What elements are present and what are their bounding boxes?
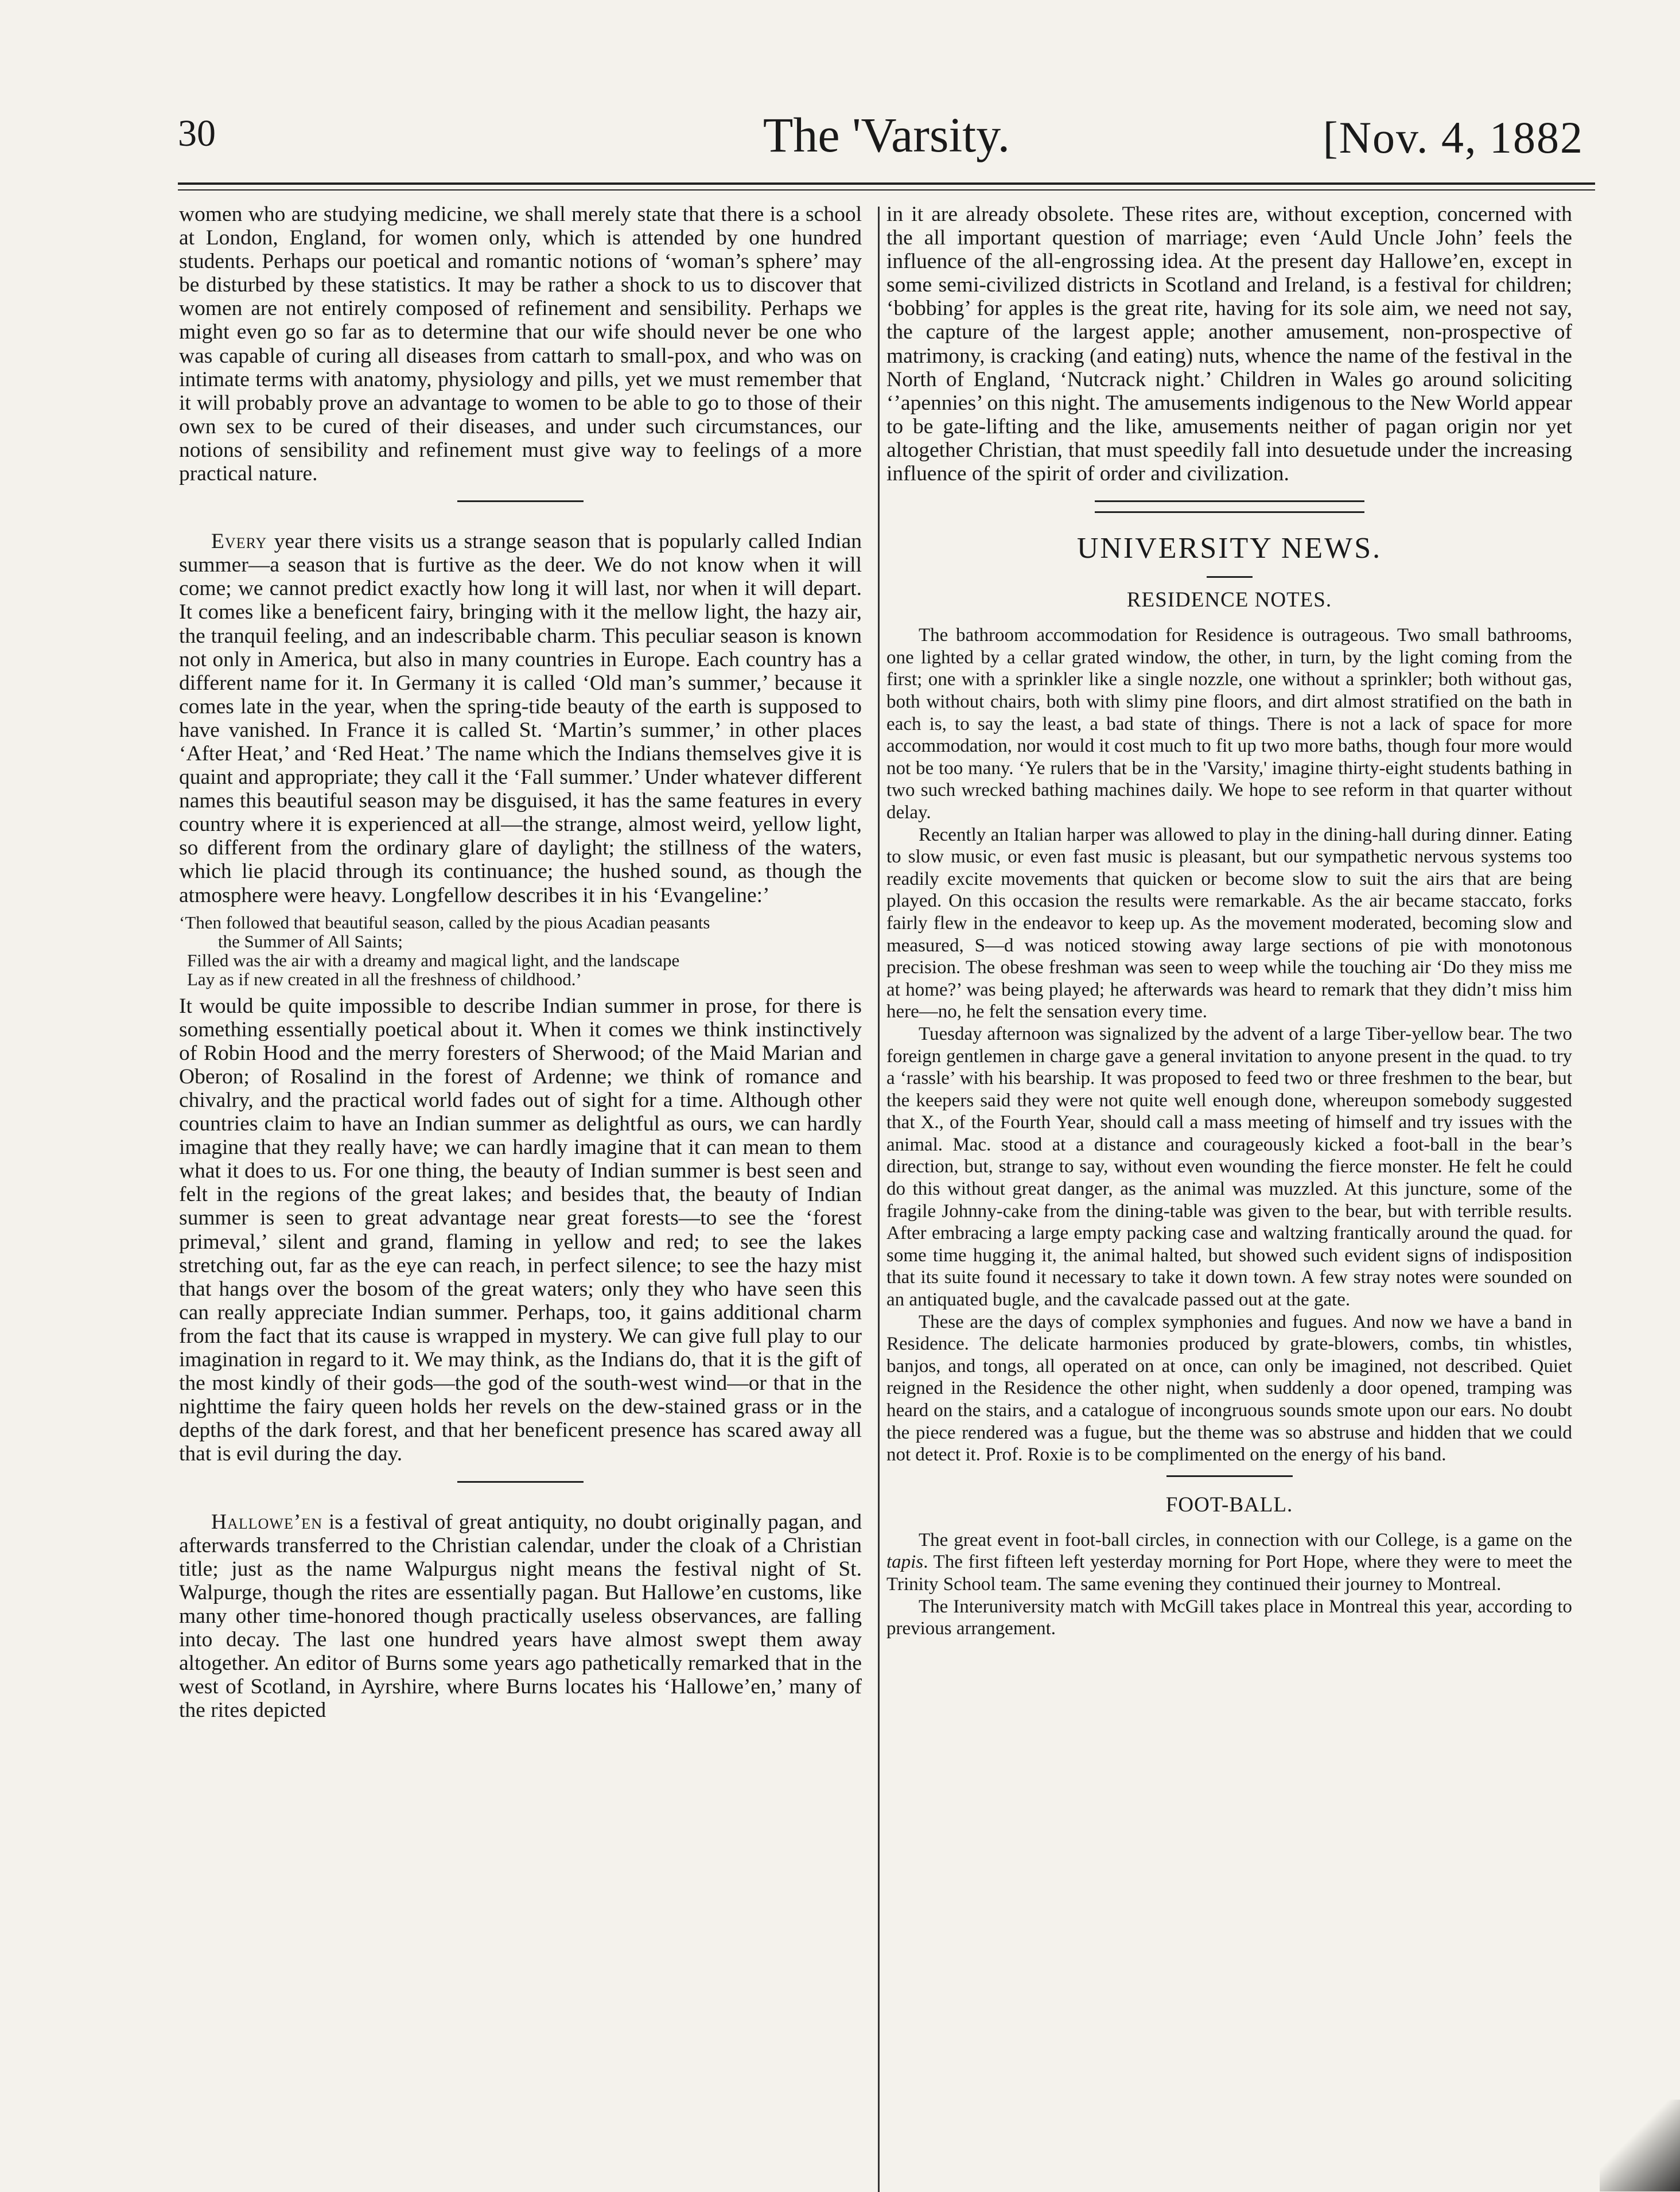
left-column — [179, 203, 862, 1722]
quote-line: ‘Then followed that beautiful season, called by the pious Acadian peasants — [179, 912, 710, 932]
medicine-paragraph: women who are studying medicine, we shall merely state that there is a school at London, England, for women only, which is attended by one hundred students. Perhaps our poetical and romantic notions of ‘woman’s sphere’ may be disturbed by these statistics. It may be rather a shock to us to discover that women are not entirely composed of refinement and sensibility. Perhaps we might even go so far as to determine that our wife should never be one who was capable of curing all diseases from cattarh to small-pox, and who was on intimate terms with anatomy, physiology and pills, yet we must remember that it will probably prove an advantage to women to be able to go to those of their own sex to be cured of their diseases, and under such circumstances, our notions of sensibility and refinement must give way to feelings of a more practical nature. — [179, 203, 862, 486]
residence-paragraph: These are the days of complex symphonies and fugues. And now we have a band in Residence. The delicate harmonies produced by grate-blowers, combs, tin whistles, banjos, and tongs, all operated on at once, can only be imagined, not described. Quiet reigned in the Residence the other night, when suddenly a door opened, tramping was heard on the stairs, and a catalogue of incongruous sounds smote upon our ears. No doubt the piece rendered was a fugue, but the theme was so abstruse and hidden that we could not detect it. Prof. Roxie is to be complimented on the energy of his band. — [886, 1311, 1572, 1466]
halloween-lead: Hallowe’en — [211, 1510, 322, 1534]
issue-date: [Nov. 4, 1882 — [1323, 112, 1584, 162]
indian-summer-lead: Every — [211, 530, 267, 554]
football-paragraph: The Interuniversity match with McGill takes place in Montreal this year, according to previous arrangement. — [886, 1596, 1572, 1639]
university-news-heading: UNIVERSITY NEWS. — [1076, 532, 1382, 565]
indian-summer-continuation: It would be quite impossible to describe Indian summer in prose, for there is something essentially poetical about it. When it comes we think instinctively of Robin Hood and the merry foresters of Sherwood; of the Maid Marian and Oberon; of Rosalind in the forest of Ardenne; we think of romance and chivalry, and the practical world fades out of sight for a time. Although other countries claim to have an Indian summer as delightful as ours, we can hardly imagine that they really have; we can hardly imagine that it can mean to them what it does to us. For one thing, the beauty of Indian summer is best seen and felt in the regions of the great lakes; and besides that, the beauty of Indian summer is seen to great advantage near great forests—to see the ‘forest primeval,’ silent and grand, flaming in yellow and red; to see the lakes stretching out, far as the eye can reach, in perfect silence; to see the hazy mist that hangs over the bosom of the great waters; only they who have seen this can really appreciate Indian summer. Perhaps, too, it gains additional charm from the fact that its cause is wrapped in mystery. We can give full play to our imagination in regard to it. We may think, as the Indians do, that it is the gift of the most kindly of their gods—the god of the south-west wind—or that in the nighttime the fairy queen holds her revels on the dew-stained grass or in the depths of the dark forest, and that her beneficent presence has scared away all that is evil during the day. — [179, 994, 862, 1466]
halloween-continuation: in it are already obsolete. These rites are, without exception, concerned with the all important question of marriage; even ‘Auld Uncle John’ feels the influence of the all-engrossing idea. At the present day Hallowe’en, except in some semi-civilized districts in Scotland and Ireland, is a festival for children; ‘bobbing’ for apples is the great rite, having for its sole aim, we need not say, the capture of the largest apple; another amusement, non-prospective of matrimony, is cracking (and eating) nuts, whence the name of the festival in the North of England, ‘Nutcrack night.’ Children in Wales go around soliciting ‘’apennies’ on this night. The amusements indigenous to the New World appear to be gate-lifting and the like, amusements neither of pagan origin nor yet altogether Christian, that must speedily fall into desuetude under the increasing influence of the spirit of order and civilization. — [886, 203, 1572, 486]
section-separator — [1166, 1475, 1293, 1477]
page-corner-shadow — [1600, 2100, 1680, 2191]
residence-notes-heading: RESIDENCE NOTES. — [1126, 588, 1332, 612]
quote-line: the Summer of All Saints; — [218, 931, 403, 951]
page-header — [178, 106, 1595, 175]
quote-line: Lay as if new created in all the freshness of childhood.’ — [187, 969, 582, 989]
section-separator — [457, 1481, 584, 1483]
masthead-title: The 'Varsity. — [763, 107, 1010, 162]
halloween-paragraph — [179, 1510, 862, 1723]
indian-summer-paragraph — [179, 530, 862, 907]
header-rule-thin — [178, 189, 1595, 191]
evangeline-quote — [179, 913, 862, 989]
section-separator — [457, 500, 584, 502]
residence-paragraph: Tuesday afternoon was signalized by the advent of a large Tiber-yellow bear. The two foreign gentlemen in charge gave a general invitation to anyone present in the quad. to try a ‘rassle’ with his bearship. It was proposed to feed two or three freshmen to the bear, but the keepers said they were not quite well enough done, whereupon somebody suggested that X., of the Fourth Year, should call a mass meeting of himself and try issues with the animal. Mac. stood at a distance and courageously kicked a foot-ball in the bear’s direction, but, strange to say, without even wounding the fierce monster. He felt he could do this without great danger, as the animal was muzzled. At this juncture, some of the fragile Johnny-cake from the dining-table was given to the bear, but with terrible results. After embracing a large empty packing case and waltzing frantically around the quad. for some time hugging it, the animal halted, but showed such evident signs of indisposition that its suite found it necessary to take it down town. A few stray notes were sounded on an antiquated bugle, and the cavalcade passed out at the gate. — [886, 1023, 1572, 1311]
column-divider — [878, 207, 880, 2192]
short-rule — [1207, 576, 1253, 578]
indian-summer-body: year there visits us a strange season that is popularly called Indian summer—a season that is furtive as the deer. We do not know when it will come; we cannot predict exactly how long it will last, nor when it will depart. It comes like a beneficent fairy, bringing with it the mellow light, the hazy air, the tranquil feeling, and an indescribable charm. This peculiar season is known not only in America, but also in many countries in Europe. Each country has a different name for it. In Germany it is called ‘Old man’s summer,’ because it comes late in the year, when the spring-tide beauty of the earth is supposed to have vanished. In France it is called St. ‘Martin’s summer,’ in other places ‘After Heat,’ and ‘Red Heat.’ The name which the Indians themselves give it is quaint and appropriate; they call it the ‘Fall summer.’ Under whatever different names this beautiful season may be disguised, it has the same features in every country where it is experienced at all—the strange, almost weird, yellow light, so different from the ordinary glare of daylight; the stillness of the waters, which lie placid through its continuance; the hushed sound, as though the atmosphere were heavy. Longfellow describes it in his ‘Evangeline:’ — [179, 530, 862, 907]
football-text: The great event in foot-ball circles, in connection with our College, is a game on the — [919, 1529, 1572, 1550]
football-heading: FOOT-BALL. — [1165, 1493, 1293, 1517]
residence-paragraph: The bathroom accommodation for Residence is outrageous. Two small bathrooms, one lighted by a cellar grated window, the other, in turn, by the light coming from the first; one with a sprinkler like a single nozzle, one without a sprinkler; both without gas, both without chairs, both with slimy pine floors, and dirt almost stratified on the bath in each is, to say the least, a bad state of things. There is not a lack of space for more accommodation, nor would it cost much to fit up two more baths, though four more would not be too many. ‘Ye rulers that be in the 'Varsity,' imagine thirty-eight students bathing in two such wrecked bathing machines daily. We hope to see reform in that quarter without delay. — [886, 625, 1572, 823]
double-separator — [1095, 500, 1364, 513]
page-number: 30 — [178, 112, 216, 154]
football-text: . The first fifteen left yesterday morning for Port Hope, where they were to meet the Trinity School team. The same evening they continued their journey to Montreal. — [886, 1552, 1572, 1595]
football-notes — [886, 1529, 1572, 1640]
football-paragraph — [886, 1529, 1572, 1596]
football-emphasis: tapis — [886, 1552, 924, 1573]
header-rule-thick — [178, 182, 1595, 185]
residence-notes — [886, 624, 1572, 1466]
halloween-body: is a festival of great antiquity, no doubt originally pagan, and afterwards transferred to the Christian calendar, under the cloak of a Christian title; just as the name Walpurgus night means the festival night of St. Walpurge, though the rites are essentially pagan. But Hallowe’en customs, like many other time-honored though practically useless observances, are falling into decay. The last one hundred years have almost swept them away altogether. An editor of Burns some years ago pathetically remarked that in the west of Scotland, in Ayrshire, where Burns locates his ‘Hallowe’en,’ many of the rites depicted — [179, 1510, 862, 1723]
quote-line: Filled was the air with a dreamy and magical light, and the landscape — [187, 950, 680, 970]
right-column — [886, 203, 1572, 1640]
residence-paragraph: Recently an Italian harper was allowed to play in the dining-hall during dinner. Eating to slow music, or even fast music is pleasant, but our sympathetic nervous systems too readily excite movements that quicken or become slow to suit the airs that are being played. On this occasion the results were remarkable. As the air became staccato, forks fairly flew in the endeavor to keep up. As the movement moderated, becoming slow and measured, S—d was noticed stowing away large sections of pie with monotonous precision. The obese freshman was seen to weep while the touching air ‘Do they miss me at home?’ was being played; he afterwards was heard to remark that they didn’t miss him here—no, he felt the sensation every time. — [886, 824, 1572, 1023]
